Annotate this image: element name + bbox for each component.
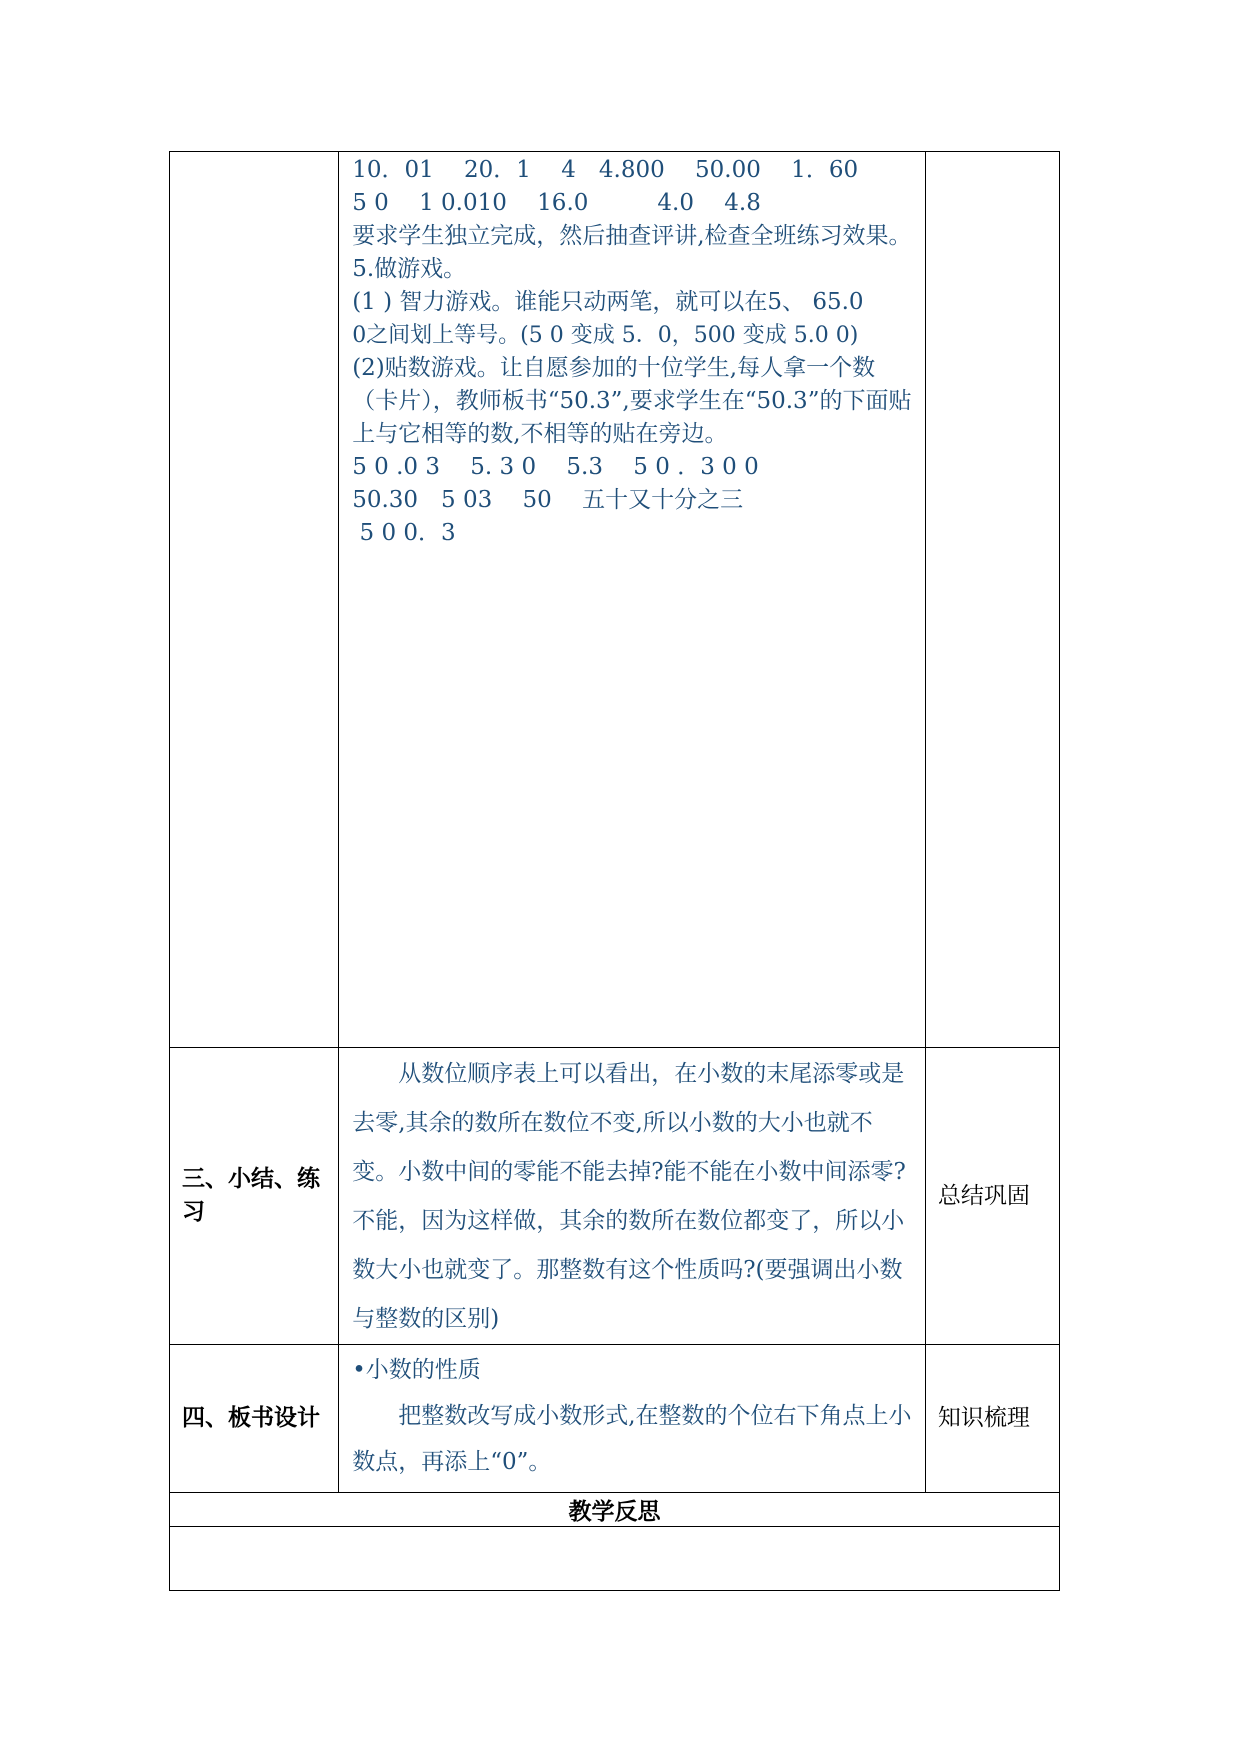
lesson-plan-table xyxy=(169,151,1060,1591)
practice-instruction: 要求学生独立完成，然后抽查评讲,检查全班练习效果。 xyxy=(352,223,912,249)
summary-content-cell xyxy=(339,1048,926,1345)
practice-label-cell xyxy=(170,152,339,1048)
numbers-line-2: 50.30 5 03 50 五十又十分之三 xyxy=(352,487,744,513)
summary-note-cell xyxy=(925,1048,1059,1345)
summary-text: 从数位顺序表上可以看出，在小数的末尾添零或是去零,其余的数所在数位不变,所以小数的大小也就不变。小数中间的零能不能去掉?能不能在小数中间添零?不能，因为这样做，其余的数所在数位都变了，所以小数大小也就变了。那整数有这个性质吗?(要强调出小数与整数的区别) xyxy=(352,1061,906,1332)
board-note-cell xyxy=(925,1345,1059,1493)
summary-label-cell xyxy=(170,1048,339,1345)
game1-line-2: 0之间划上等号。(5 0 变成 5．0，500 变成 5.0 0) xyxy=(352,323,859,348)
numbers-line-1: 5 0 .0 3 5. 3 0 5.3 5 0 ．3 0 0 xyxy=(352,454,759,480)
practice-answers-line-2: 5 0 1 0.010 16.0 4.0 4.8 xyxy=(352,190,761,216)
reflection-header-row xyxy=(170,1493,1060,1527)
board-text: 把整数改写成小数形式,在整数的个位右下角点上小数点，再添上“0”。 xyxy=(352,1403,912,1475)
practice-answers-line-1: 10．01 20．1 4 4.800 50.00 1．60 xyxy=(352,157,859,183)
board-title: •小数的性质 xyxy=(352,1357,481,1383)
practice-row xyxy=(170,152,1060,1048)
board-label-cell xyxy=(170,1345,339,1493)
practice-content-cell xyxy=(339,152,926,1048)
board-content-cell xyxy=(339,1345,926,1493)
summary-note: 总结巩固 xyxy=(937,1182,1030,1209)
reflection-content-row xyxy=(170,1527,1060,1591)
board-note: 知识梳理 xyxy=(937,1405,1030,1431)
game1-line-1: (1 ) 智力游戏。谁能只动两笔，就可以在5、 65.0 xyxy=(352,289,864,315)
summary-row xyxy=(170,1048,1060,1345)
practice-note-cell xyxy=(925,152,1059,1048)
reflection-title: 教学反思 xyxy=(170,1493,1060,1527)
game-section-title: 5.做游戏。 xyxy=(352,256,467,282)
board-label: 四、板书设计 xyxy=(182,1405,320,1431)
game2-text: (2)贴数游戏。让自愿参加的十位学生,每人拿一个数（卡片），教师板书“50.3”,要求学生在“50.3”的下面贴上与它相等的数,不相等的贴在旁边。 xyxy=(352,355,912,447)
summary-label: 三、小结、练习 xyxy=(182,1166,320,1225)
numbers-line-3: 5 0 0．3 xyxy=(352,520,456,546)
reflection-content[interactable] xyxy=(170,1527,1060,1591)
board-row xyxy=(170,1345,1060,1493)
